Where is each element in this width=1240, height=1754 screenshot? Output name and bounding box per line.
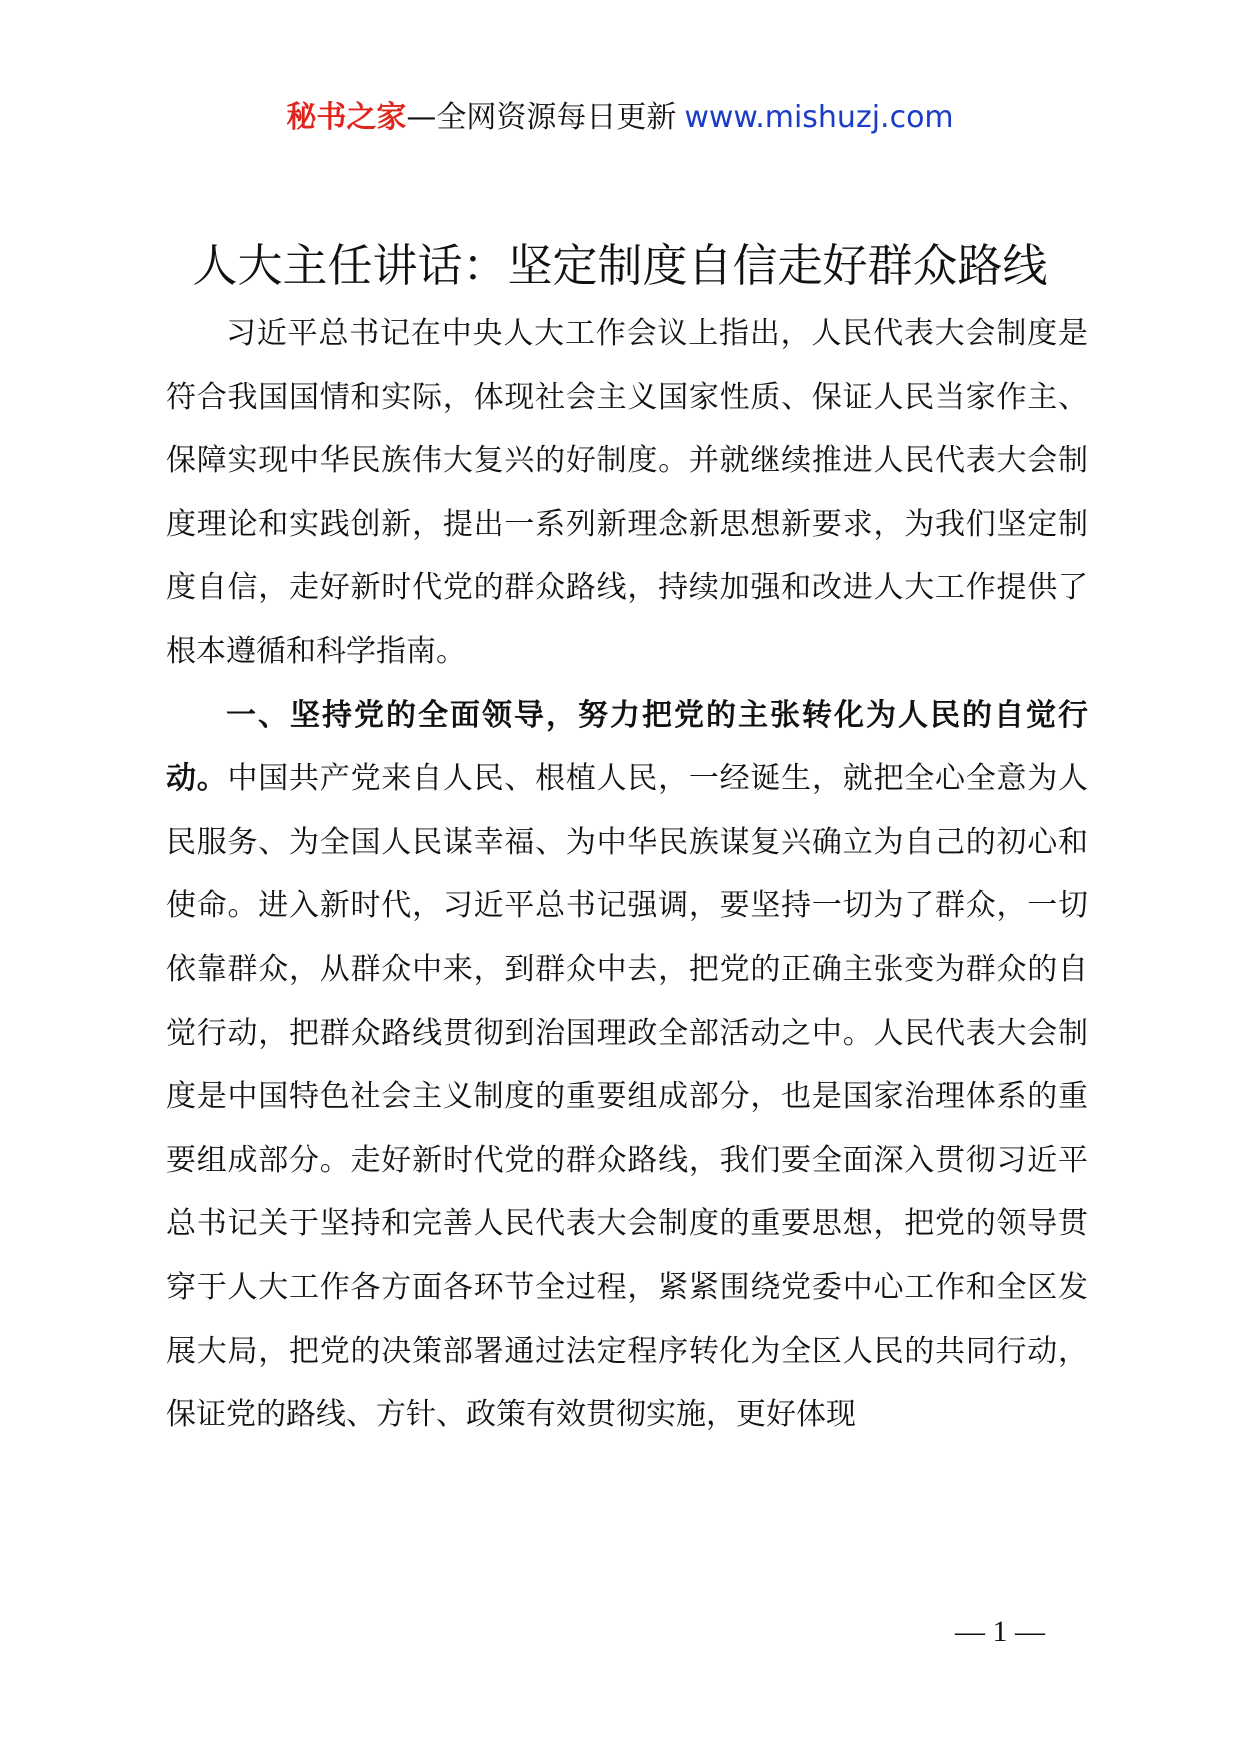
section-heading: 一、坚持党的全面领导，努力把党的主张转化为人民的自觉行动。 [166,697,1088,797]
brand-name: 秘书之家 [286,100,407,135]
brand-tagline: —全网资源每日更新 [406,100,677,135]
document-body [166,302,1088,1447]
paragraph-section-1 [166,684,1088,1447]
paragraph-intro [166,302,1088,684]
page-number: — 1 — [955,1615,1045,1648]
site-watermark-header [0,98,1240,138]
paragraph-text: 习近平总书记在中央人大工作会议上指出，人民代表大会制度是符合我国国情和实际，体现社会主义国家性质、保证人民当家作主、保障实现中华民族伟大复兴的好制度。并就继续推进人民代表大会制度理论和实践创新，提出一系列新理念新思想新要求，为我们坚定制度自信，走好新时代党的群众路线，持续加强和改进人大工作提供了根本遵循和科学指南。 [166,316,1088,669]
document-title: 人大主任讲话：坚定制度自信走好群众路线 [192,239,1048,292]
paragraph-text: 中国共产党来自人民、根植人民，一经诞生，就把全心全意为人民服务、为全国人民谋幸福、为中华民族谋复兴确立为自己的初心和使命。进入新时代，习近平总书记强调，要坚持一切为了群众，一切依靠群众，从群众中来，到群众中去，把党的正确主张变为群众的自觉行动，把群众路线贯彻到治国理政全部活动之中。人民代表大会制度是中国特色社会主义制度的重要组成部分，也是国家治理体系的重要组成部分。走好新时代党的群众路线，我们要全面深入贯彻习近平总书记关于坚持和完善人民代表大会制度的重要思想，把党的领导贯穿于人大工作各方面各环节全过程，紧紧围绕党委中心工作和全区发展大局，把党的决策部署通过法定程序转化为全区人民的共同行动，保证党的路线、方针、政策有效贯彻实施，更好体现 [166,761,1089,1433]
site-url: www.mishuzj.com [684,100,954,135]
